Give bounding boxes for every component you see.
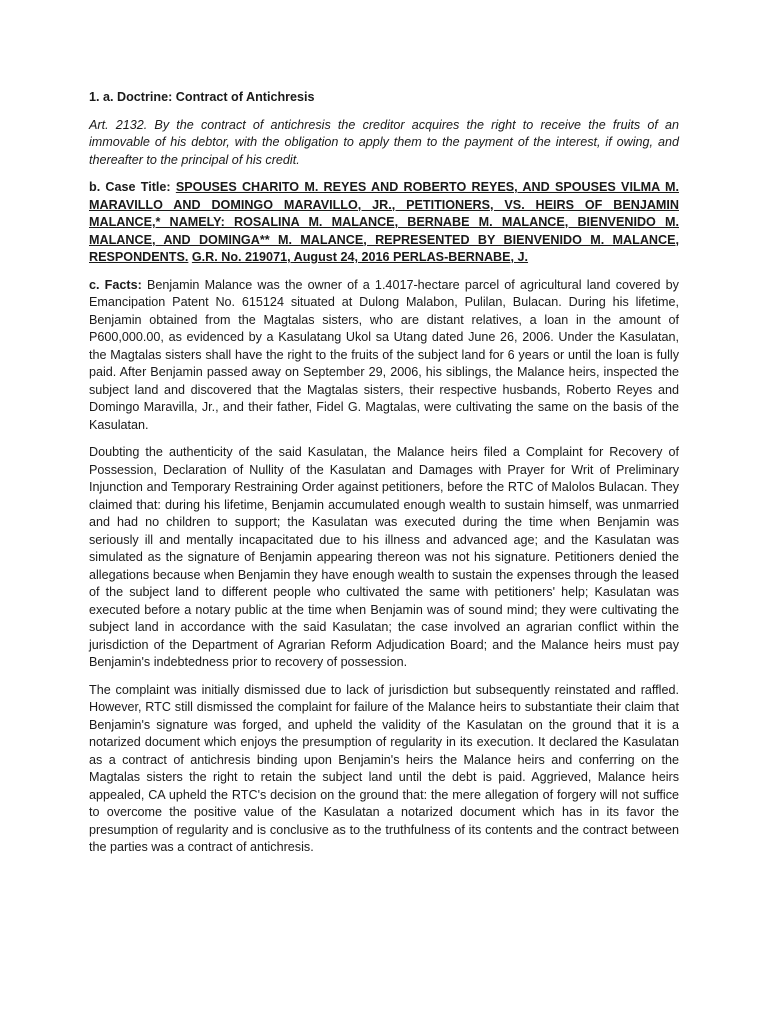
facts-label: c. Facts:: [89, 277, 142, 292]
facts-paragraph-3: The complaint was initially dismissed due to lack of jurisdiction but subsequently reinstated and raffled. However, RTC still dismissed the complaint for failure of the Malance heirs to substantiate their claim that Benjamin's signature was forged, and upheld the validity of the Kasulatan on the ground that it is a notarized document which enjoys the presumption of regularity in its execution. It declared the Kasulatan as a contract of antichresis binding upon Benjamin's heirs the Malance heirs and conferring on the Magtalas sisters the right to retain the subject land until the debt is paid. Aggrieved, Malance heirs appealed, CA upheld the RTC's decision on the ground that: the mere allegation of forgery will not suffice to overcome the positive value of the Kasulatan a notarized document which has in its favor the presumption of regularity and is conclusive as to the truthfulness of its contents and the contract between the parties was a contract of antichresis.: [89, 682, 679, 854]
article-2132-text: Art. 2132. By the contract of antichresis the creditor acquires the right to receive the fruits of an immovable of his debtor, with the obligation to apply them to the payment of the interest, if owing, and thereafter to the principal of his credit.: [89, 117, 679, 167]
facts-paragraph-2: Doubting the authenticity of the said Kasulatan, the Malance heirs filed a Complaint for Recovery of Possession, Declaration of Nullity of the Kasulatan and Damages with Prayer for Writ of Preliminary Injunction and Temporary Restraining Order against petitioners, before the RTC of Malolos Bulacan. They claimed that: during his lifetime, Benjamin accumulated enough wealth to sustain himself, was unmarried and had no children to support; the Kasulatan was executed during the time when Benjamin was seriously ill and mentally incapacitated due to his illness and advanced age; and the Kasulatan was simulated as the signature of Benjamin appearing thereon was not his signature. Petitioners denied the allegations because when Benjamin they have enough wealth to sustain the expenses through the leased of the subject land to different people who cultivated the same with petitioners' help; Kasulatan was executed before a notary public at the time when Benjamin was of sound mind; they were cultivating the subject land in accordance with the said Kasulatan; the case involved an agrarian conflict within the jurisdiction of the Department of Agrarian Reform Adjudication Board; and the Malance heirs must pay Benjamin's indebtedness prior to recovery of possession.: [89, 445, 679, 669]
case-citation: G.R. No. 219071, August 24, 2016 PERLAS-BERNABE, J.: [191, 250, 529, 264]
case-title: SPOUSES CHARITO M. REYES AND ROBERTO REYES, AND SPOUSES VILMA M. MARAVILLO AND DOMINGO MARAVILLO, JR., PETITIONERS, VS. HEIRS OF BENJAMIN MALANCE,* NAMELY: ROSALINA M. MALANCE, BERNABE M. MALANCE, BIENVENIDO M. MALANCE, AND DOMINGA** M. MALANCE, REPRESENTED BY BIENVENIDO M. MALANCE, RESPONDENTS.: [89, 180, 679, 264]
facts-paragraph-1: [89, 277, 679, 435]
case-title-label: b. Case Title:: [89, 180, 171, 194]
case-title-block: [89, 179, 679, 267]
document-page: [89, 89, 679, 867]
facts-text-1: Benjamin Malance was the owner of a 1.4017-hectare parcel of agricultural land covered by Emancipation Patent No. 615124 situated at Dulong Malabon, Pulilan, Bulacan. During his lifetime, Benjamin obtained from the Magtalas sisters, who are distant relatives, a loan in the amount of P600,000.00, as evidenced by a Kasulatang Ukol sa Utang dated June 26, 2006. Under the Kasulatan, the Magtalas sisters shall have the right to the fruits of the subject land for 6 years or until the loan is fully paid. After Benjamin passed away on September 29, 2006, his siblings, the Malance heirs, inspected the subject land and discovered that the Magtalas sisters, their respective husbands, Roberto Reyes and Domingo Maravilla, Jr., and their father, Fidel G. Magtalas, were cultivating the same on the basis of the Kasulatan.: [89, 277, 679, 432]
doctrine-heading: 1. a. Doctrine: Contract of Antichresis: [89, 90, 315, 104]
